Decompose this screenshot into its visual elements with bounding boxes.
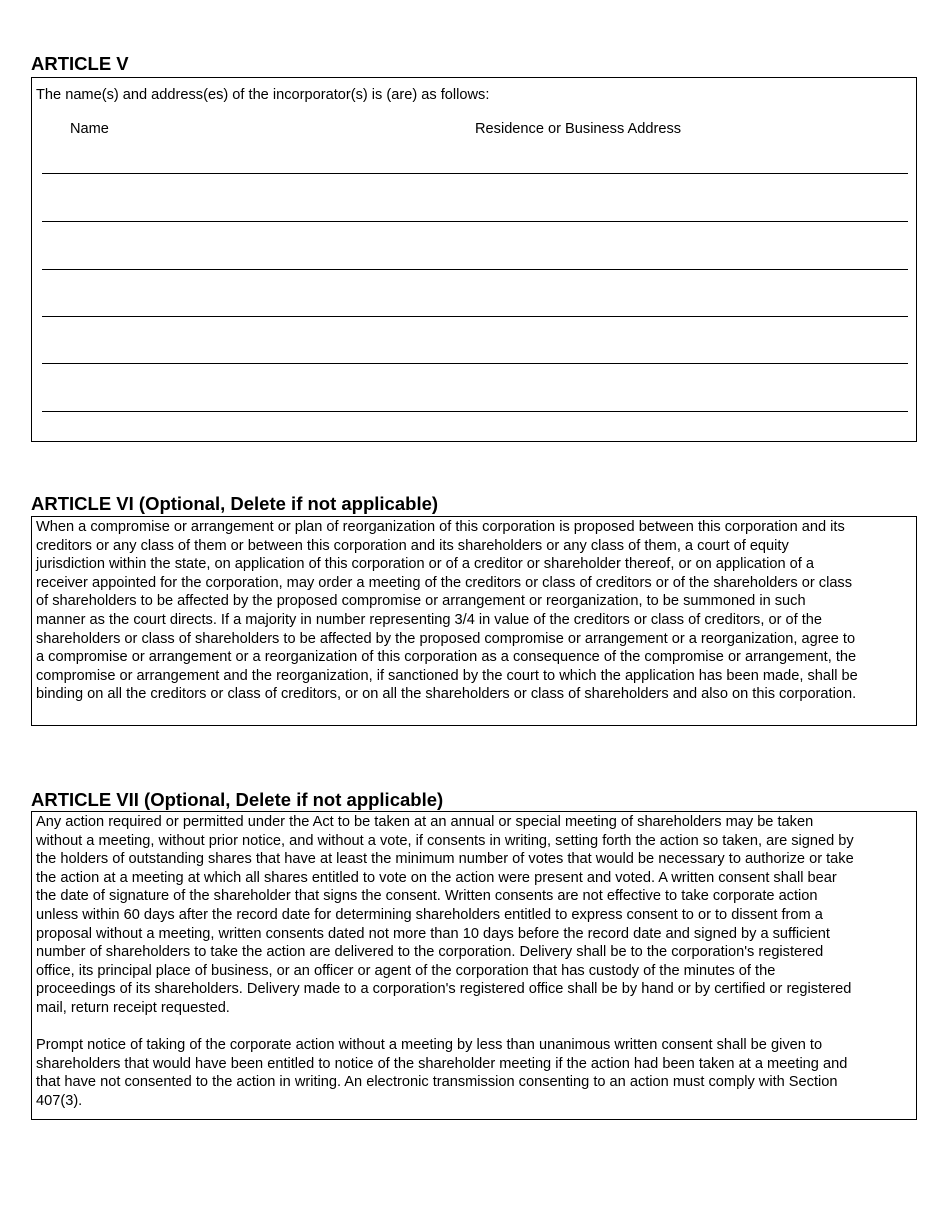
address-column-label: Residence or Business Address <box>475 121 682 137</box>
incorporator-line-6[interactable] <box>42 411 908 412</box>
incorporator-line-4[interactable] <box>42 316 908 317</box>
article-vii-box <box>31 811 917 1120</box>
incorporator-line-1[interactable] <box>42 173 908 174</box>
incorporator-line-2[interactable] <box>42 221 908 222</box>
article-vi-heading: ARTICLE VI (Optional, Delete if not applicable) <box>31 493 439 514</box>
article-vii-text-1: Any action required or permitted under the Act to be taken at an annual or special meeting of shareholders may be taken without a meeting, without prior notice, and without a vote, if consents in writing, setting forth the action so taken, are signed by the holders of outstanding shares that have at least the minimum number of votes that would be necessary to authorize or take the action at a meeting at which all shares entitled to vote on the action were present and voted. A written consent shall bear the date of signature of the shareholder that signs the consent. Written consents are not effective to take corporate action unless within 60 days after the record date for determining shareholders entitled to express consent to or to dissent from a proposal without a meeting, written consents dated not more than 10 days before the record date and signed by a sufficient number of shareholders to take the action are delivered to the corporation. Delivery shall be to the corporation's registered office, its principal place of business, or an officer or agent of the corporation that has custody of the minutes of the proceedings of its shareholders. Delivery made to a corporation's registered office shall be by hand or by certified or registered mail, return receipt requested. <box>36 814 854 1016</box>
article-v-heading: ARTICLE V <box>31 53 129 74</box>
article-vii-text-2: Prompt notice of taking of the corporate action without a meeting by less than unanimous written consent shall be given to shareholders that would have been entitled to notice of the shareholder meeting if the action had been taken at a meeting and that have not consented to the action in writing. An electronic transmission consenting to an action must comply with Section 407(3). <box>36 1037 848 1109</box>
incorporator-intro: The name(s) and address(es) of the incorporator(s) is (are) as follows: <box>36 87 490 103</box>
article-vi-box <box>31 516 917 726</box>
article-vii-heading: ARTICLE VII (Optional, Delete if not applicable) <box>31 789 444 810</box>
article-vi-text: When a compromise or arrangement or plan of reorganization of this corporation is proposed between this corporation and its creditors or any class of them or between this corporation and its shareholders or any class of them, a court of equity jurisdiction within the state, on application of this corporation or of a creditor or shareholder thereof, or on application of a receiver appointed for the corporation, may order a meeting of the creditors or class of creditors or of the shareholders or class of shareholders to be affected by the proposed compromise or arrangement or reorganization, to be summoned in such manner as the court directs. If a majority in number representing 3/4 in value of the creditors or class of creditors, or of the shareholders or class of shareholders to be affected by the proposed compromise or arrangement or a reorganization, agree to a compromise or arrangement or a reorganization of this corporation as a consequence of the compromise or arrangement, the compromise or arrangement and the reorganization, if sanctioned by the court to which the application has been made, shall be binding on all the creditors or class of creditors, or on all the shareholders or class of shareholders and also on this corporation. <box>36 519 858 703</box>
incorporator-line-5[interactable] <box>42 363 908 364</box>
name-column-label: Name <box>70 121 109 137</box>
incorporator-line-3[interactable] <box>42 269 908 270</box>
article-v-box <box>31 77 917 442</box>
